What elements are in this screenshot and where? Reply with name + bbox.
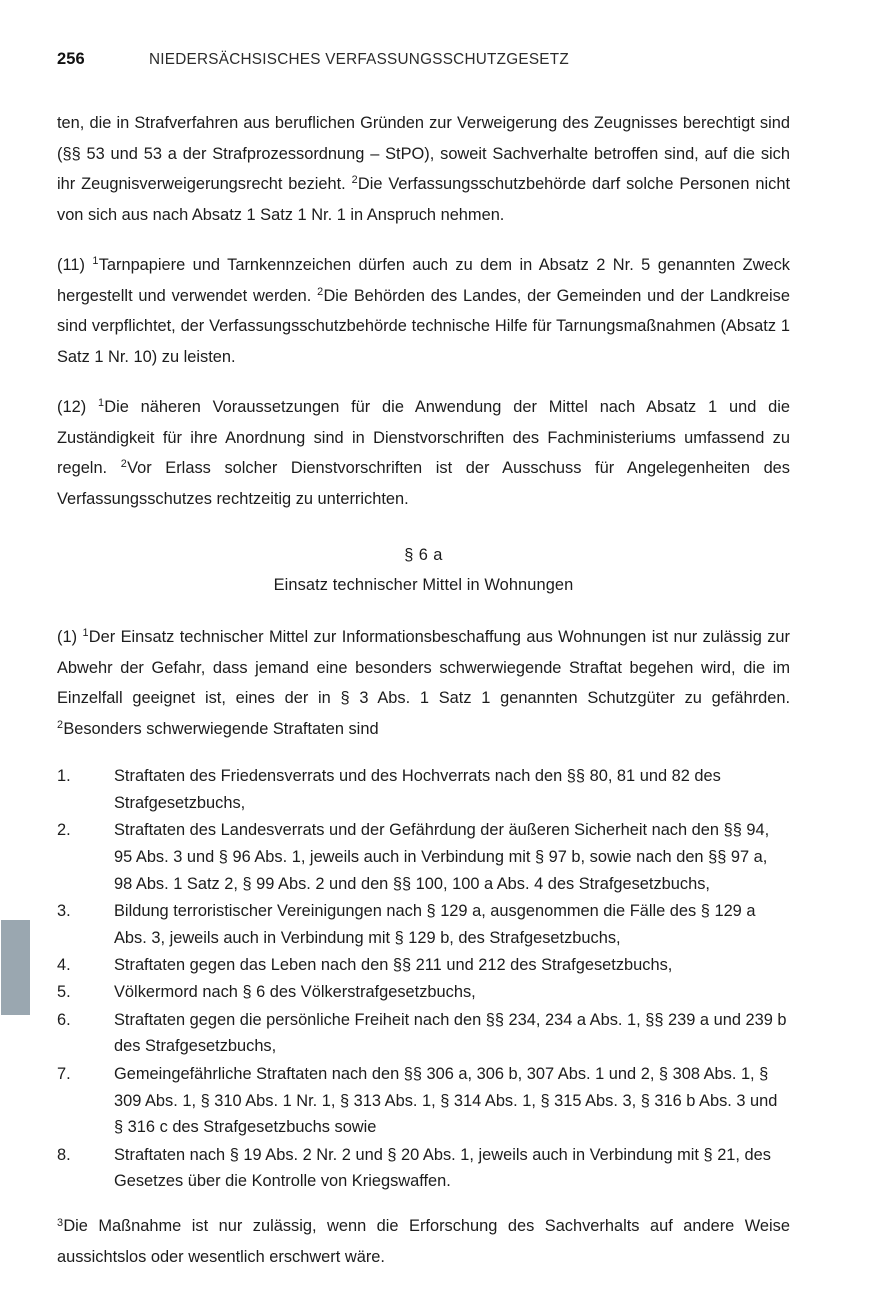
sentence-marker-2: 2: [57, 718, 64, 731]
list-item-number: 4.: [57, 956, 71, 975]
list-item-text: Straftaten gegen das Leben nach den §§ 211 und 212 des Strafgesetzbuchs,: [114, 956, 673, 975]
absatz-number: (12): [57, 398, 98, 416]
absatz-number: (1): [57, 628, 83, 646]
sentence-2-text: Besonders schwerwiegende Straftaten sind: [63, 719, 379, 738]
list-item: [57, 979, 790, 1006]
sentence-2-text: Vor Erlass solcher Dienstvorschriften ist der Ausschuss für Angelegenheiten des Verfassungsschutzes rechtzeitig zu unterrichten.: [57, 459, 790, 508]
list-item-text: Straftaten nach § 19 Abs. 2 Nr. 2 und § 20 Abs. 1, jeweils auch in Verbindung mit § 21, des Gesetzes über die Kontrolle von Kriegswaffen.: [114, 1145, 771, 1191]
offence-list: [57, 763, 790, 1195]
absatz-number: (11): [57, 256, 93, 274]
paragraph-absatz-12: [57, 392, 790, 514]
sentence-marker-2: 2: [120, 458, 127, 471]
sentence-1-text: Der Einsatz technischer Mittel zur Informationsbeschaffung aus Wohnungen ist nur zulässig zur Abwehr der Gefahr, dass jemand eine besonders schwerwiegende Straftat begehen wird, die im Einzelfall geeignet ist, eines der in § 3 Abs. 1 Satz 1 genannten Schutzgüter zu gefährden.: [57, 628, 790, 707]
sentence-marker-2: 2: [317, 285, 324, 298]
list-item-number: 3.: [57, 901, 71, 920]
sentence-marker-1: 1: [82, 627, 89, 640]
paragraph-absatz-1: [57, 622, 790, 744]
thumb-index-tab: [1, 920, 30, 1015]
sentence-1-text: Tarnpapiere und Tarnkennzeichen dürfen auch zu dem in Absatz 2 Nr. 5 genannten Zweck hergestellt und verwendet werden.: [57, 256, 790, 305]
paragraph-closing-sentence: [57, 1211, 790, 1272]
list-item-text: Völkermord nach § 6 des Völkerstrafgesetzbuchs,: [114, 983, 476, 1002]
list-item-text: Straftaten des Friedensverrats und des Hochverrats nach den §§ 80, 81 und 82 des Strafgesetzbuchs,: [114, 767, 721, 812]
sentence-marker-1: 1: [97, 397, 104, 410]
list-item-text: Straftaten des Landesverrats und der Gefährdung der äußeren Sicherheit nach den §§ 94, 95 Abs. 3 und § 96 Abs. 1, jeweils auch in Verbindung mit § 97 b, sowie nach den §§ 97 a, 98 Abs. 1 Satz 2, § 99 Abs. 2 und den §§ 100, 100 a Abs. 4 des Strafgesetzbuchs,: [114, 821, 770, 893]
heading-spacer: [57, 600, 790, 622]
list-item-number: 8.: [57, 1145, 71, 1164]
sentence-2-text: Die Behörden des Landes, der Gemeinden und der Landkreise sind verpflichtet, der Verfassungsschutzbehörde technische Hilfe für Tarnungsmaßnahmen (Absatz 1 Satz 1 Nr. 10) zu leisten.: [57, 286, 790, 366]
page-number: 256: [57, 50, 85, 68]
list-item: [57, 1061, 790, 1141]
list-item: [57, 763, 790, 817]
sentence-marker-1: 1: [92, 255, 99, 268]
list-item: [57, 952, 790, 979]
list-item-text: Bildung terroristischer Vereinigungen nach § 129 a, ausgenommen die Fälle des § 129 a Abs. 3, jeweils auch in Verbindung mit § 129 b, des Strafgesetzbuchs,: [114, 901, 756, 947]
paragraph-text-after-marker: Die Verfassungsschutzbehörde darf solche Personen nicht von sich aus nach Absatz 1 Satz 1 Nr. 1 in Anspruch nehmen.: [57, 175, 790, 224]
list-item-number: 2.: [57, 821, 71, 840]
sentence-marker: 2: [351, 174, 358, 187]
paragraph-text-before-marker: ten, die in Strafverfahren aus beruflichen Gründen zur Verweigerung des Zeugnisses berechtigt sind (§§ 53 und 53 a der Strafprozessordnung – StPO), soweit Sachverhalte betroffen sind, auf die sich ihr Zeugnisverweigerungsrecht bezieht.: [57, 114, 790, 193]
section-heading: [57, 540, 790, 600]
closing-sentence-text: Die Maßnahme ist nur zulässig, wenn die Erforschung des Sachverhalts auf andere Weise aussichtslos oder wesentlich erschwert wäre.: [57, 1217, 790, 1266]
running-head: [57, 50, 789, 76]
body-text-column: [57, 108, 790, 1292]
list-item: [57, 1007, 790, 1061]
paragraph-absatz-11: [57, 250, 790, 372]
list-item-text: Straftaten gegen die persönliche Freiheit nach den §§ 234, 234 a Abs. 1, §§ 239 a und 239 b des Strafgesetzbuchs,: [114, 1010, 787, 1056]
section-title: Einsatz technischer Mittel in Wohnungen: [273, 576, 574, 594]
list-item-number: 6.: [57, 1010, 71, 1029]
paragraph-continued-absatz-10: [57, 108, 790, 230]
list-item-number: 5.: [57, 983, 71, 1002]
list-item: [57, 898, 790, 952]
list-item: [57, 817, 790, 897]
sentence-marker: 3: [57, 1216, 64, 1229]
list-item-text: Gemeingefährliche Straftaten nach den §§ 306 a, 306 b, 307 Abs. 1 und 2, § 308 Abs. 1, § 309 Abs. 1, § 310 Abs. 1 Nr. 1, § 313 Abs. 1, § 314 Abs. 1, § 315 Abs. 3, § 316 b Abs. 3 und § 316 c des Strafgesetzbuchs sowie: [114, 1064, 778, 1137]
list-item-number: 1.: [57, 767, 71, 785]
section-number: § 6 a: [404, 546, 443, 564]
list-item: [57, 1142, 790, 1196]
list-item-number: 7.: [57, 1064, 71, 1083]
running-head-title: NIEDERSÄCHSISCHES VERFASSUNGSSCHUTZGESETZ: [149, 51, 569, 68]
sentence-1-text: Die näheren Voraussetzungen für die Anwendung der Mittel nach Absatz 1 und die Zuständigkeit für ihre Anordnung sind in Dienstvorschriften des Fachministeriums umfassend zu regeln.: [57, 398, 791, 477]
